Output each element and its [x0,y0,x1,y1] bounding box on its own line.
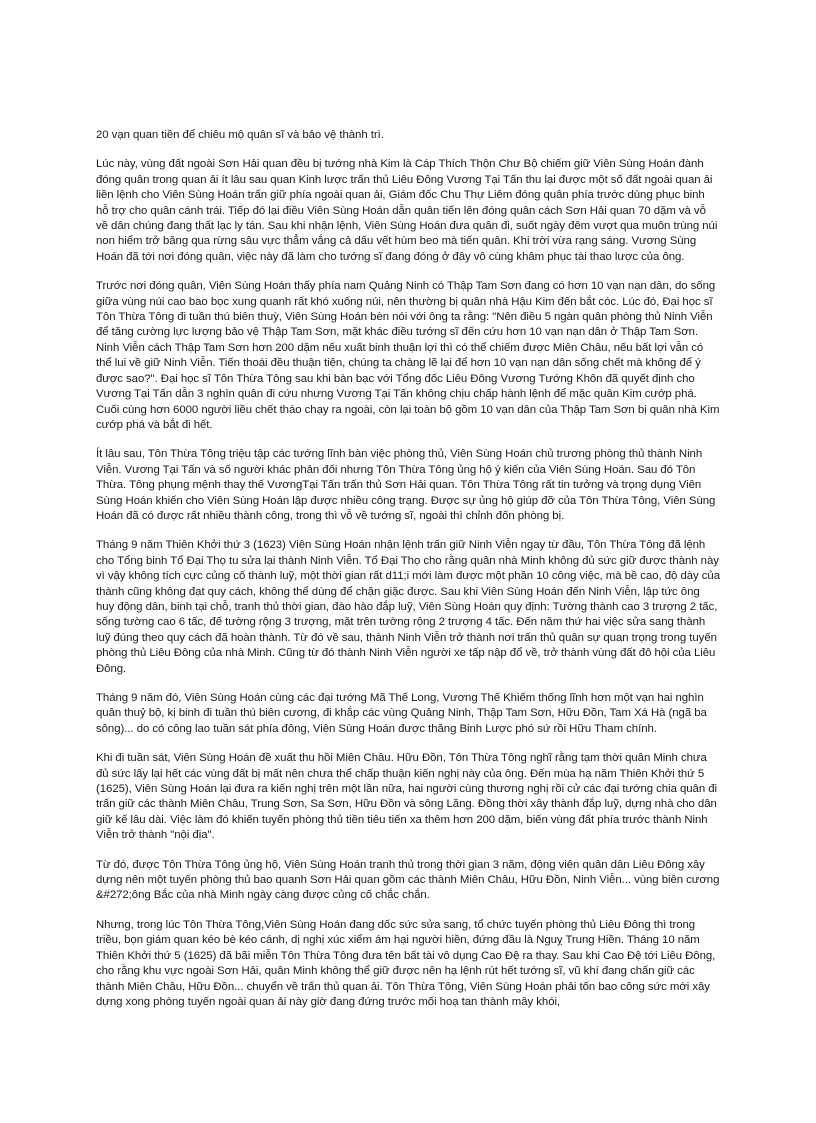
document-page [96,128,720,1024]
paragraph-1: 20 vạn quan tiền để chiêu mộ quân sĩ và bảo vệ thành trì. [96,129,384,141]
paragraph-7: Khi đi tuần sát, Viên Sùng Hoán đề xuất thu hồi Miên Châu. Hữu Đồn, Tôn Thừa Tông nghĩ rằng tạm thời quân Minh chưa đủ sức lấy lại hết các vùng đất bị mất nên chưa thể chấp thuận kiến nghị này của ông. Đến mùa hạ năm Thiên Khởi thứ 5 (1625), Viên Sùng Hoán lại đưa ra kiến nghị trên một lần nữa, hai người cùng thương nghị rồi cử các đại tướng chia quân đi trấn giữ các thành Miên Châu, Trung Sơn, Sa Sơn, Hữu Đồn và sông Lăng. Đồng thời xây thành đắp luỹ, dựng nhà cho dân giữ kế lâu dài. Việc làm đó khiến tuyến phòng thủ tiền tiêu tiến xa thêm hơn 200 dặm, biến vùng đất phía trước thành Ninh Viễn trở thành "nội địa". [96,752,717,842]
paragraph-2: Lúc này, vùng đất ngoài Sơn Hải quan đều bị tướng nhà Kim là Cáp Thích Thộn Chư Bộ chiếm giữ Viên Sùng Hoán đành đóng quân trong quan ải ít lâu sau quan Kinh lược trấn thủ Liêu Đông Vương Tại Tấn thu lại được một số đất ngoài quan ải liền lệnh cho Viên Sùng Hoán trấn giữ phía ngoài quan ải, Giám đốc Chu Thự Liêm đóng quân phía trước dùng phục binh hỗ trợ cho quân cánh trái. Tiếp đó lại điều Viên Sùng Hoán dẫn quân tiến lên đóng quân cách Sơn Hải quan 70 dặm và vỗ về dân chúng đang thất lạc ly tán. Sau khi nhận lệnh, Viên Sùng Hoán đưa quân đi, suốt ngày đêm vượt qua muôn trùng núi non hiểm trở băng qua rừng sâu vực thẳm vắng cả dấu vết hùm beo mà tiến quân. Khi trời vừa rạng sáng. Vương Sùng Hoán đã tới nơi đóng quân, việc này đã làm cho tướng sĩ đang đóng ở đây vô cùng khâm phục tài thao lược của ông. [96,158,718,263]
paragraph-9: Nhưng, trong lúc Tôn Thừa Tông,Viên Sùng Hoán đang dốc sức sửa sang, tổ chức tuyến phòng thủ Liêu Đông thì trong triều, bọn giám quan kéo bè kéo cánh, dị nghị xúc xiểm ám hại người hiền, đứng đầu là Nguỵ Trung Hiền. Tháng 10 năm Thiên Khởi thứ 5 (1625) đã bãi miễn Tôn Thừa Tông đưa tên bất tài vô dụng Cao Đệ ra thay. Sau khi Cao Đệ tới Liêu Đông, cho rằng khu vực ngoài Sơn Hải, quân Minh không thể giữ được nên hạ lệnh rút hết tướng sĩ, vũ khí đang chấn giữ các thành Miên Châu, Hữu Đồn... chuyển về trấn thủ quan ải. Tôn Thừa Tông, Viên Sùng Hoán phải tốn bao công sức mới xây dựng xong phòng tuyến ngoài quan ải này giờ đang đứng trước mối hoạ tan thành mây khói, [96,918,716,1008]
paragraph-8: Từ đó, được Tôn Thừa Tông ủng hộ, Viên Sùng Hoán tranh thủ trong thời gian 3 năm, động viên quân dân Liêu Đông xây dựng nên một tuyến phòng thủ bao quanh Sơn Hải quan gồm các thành Miên Châu, Hữu Đồn, Ninh Viễn... vùng biên cương &#272;ông Bắc của nhà Minh ngày càng được củng cố chắc chắn. [96,858,720,902]
paragraph-6: Tháng 9 năm đó, Viên Sùng Hoán cùng các đại tướng Mã Thế Long, Vương Thế Khiếm thống lĩnh hơn một vạn hai nghìn quân thuỷ bộ, kị binh đi tuần thú biên cương, đi khắp các vùng Quảng Ninh, Thập Tam Sơn, Hữu Đồn, Tam Xá Hà (ngã ba sông)... do có công lao tuần sát phía đông, Viên Sùng Hoán được thăng Binh Lược phó sứ rồi Hữu Tham chính. [96,692,707,735]
paragraph-4: Ít lâu sau, Tôn Thừa Tông triệu tập các tướng lĩnh bàn việc phòng thủ, Viên Sùng Hoán chủ trương phòng thủ thành Ninh Viễn. Vương Tại Tấn và số người khác phản đối nhưng Tôn Thừa Tông ủng hộ ý kiến của Viên Sùng Hoán. Sau đó Tôn Thừa. Tông phụng mệnh thay thế VươngTại Tấn trấn thủ Sơn Hải quan. Tôn Thừa Tông rất tin tưởng và trọng dụng Viên Sùng Hoán khiến cho Viên Sùng Hoán lập được nhiều công trạng. Được sự ủng hộ giúp đỡ của Tôn Thừa Tông, Viên Sùng Hoán đã có được rất nhiều thành công, trong thì vỗ về tướng sĩ, ngoài thì chỉnh đốn phòng bị. [96,448,716,522]
paragraph-3: Trước nơi đóng quân, Viên Sùng Hoán thấy phía nam Quảng Ninh có Thập Tam Sơn đang có hơn 10 vạn nạn dân, do sống giữa vùng núi cao bao bọc xung quanh rất khó xuống núi, nên thường bị quân nhà Hậu Kim đến bắt cóc. Lúc đó, Đại học sĩ Tôn Thừa Tông đi tuần thú biên thuỳ, Viên Sùng Hoán bèn nói với ông ta rằng: "Nên điều 5 ngàn quân phòng thủ Ninh Viễn để tăng cường lực lượng bảo vệ Thập Tam Sơn, mặt khác điều tướng sĩ đến cứu hơn 10 vạn nạn dân ở Thập Tam Sơn. Ninh Viễn cách Thập Tam Sơn hơn 200 dặm nếu xuất binh thuận lợi thì có thể chiếm được Miên Châu, nếu bất lợi vẫn có thể lui về giữ Ninh Viễn. Tiến thoái đều thuận tiện, chúng ta chàng lẽ lại để hơn 10 vạn nạn dân sống chết mà không để ý được sao?". Đại học sĩ Tôn Thừa Tông sau khi bàn bạc với Tổng đốc Liêu Đông Vương Tướng Khôn đã quyết định cho Vương Tại Tấn dẫn 3 nghìn quân đi cứu nhưng Vương Tại Tấn không chịu chấp hành lệnh để mặc quân Kim cướp phá. Cuối cùng hơn 6000 người liều chết tháo chạy ra ngoài, còn lại toàn bộ gồm 10 vạn dân của Thập Tam Sơn bị quân nhà Kim cướp phá và bắt đi hết. [96,280,720,431]
paragraph-5: Tháng 9 năm Thiên Khởi thứ 3 (1623) Viên Sùng Hoán nhận lệnh trấn giữ Ninh Viễn ngay từ đầu, Tôn Thừa Tông đã lệnh cho Tổng binh Tổ Đại Thọ tu sửa lại thành Ninh Viễn. Tổ Đại Thọ cho rằng quân nhà Minh không đủ sức giữ được thành này vì vậy không tích cực củng cố thành luỹ, một thời gian rất d11;i mới làm được một phần 10 công việc, mà bề cao, độ dày của thành cũng không đạt quy cách, không thể dùng để chặn giặc được. Sau khi Viên Sùng Hoán đến Ninh Viễn, lập tức ông huy động dân, binh tại chỗ, tranh thủ thời gian, đào hào đắp luỹ, Viên Sùng Hoán quy định: Tường thành cao 3 trượng 2 tấc, sống tường cao 6 tấc, đế tường rộng 3 trượng, mặt trên tường rộng 2 trượng 4 tấc. Đến năm thứ hai việc sửa sang thành luỹ đúng theo quy cách đã hoàn thành. Từ đó về sau, thành Ninh Viễn trở thành nơi trấn thủ quân sự quan trọng trong tuyến phòng thủ Liêu Đông của nhà Minh. Cũng từ đó thành Ninh Viễn người xe tấp nập đổ về, trở thành vùng đất đô hội của Liêu Đông. [96,539,720,675]
